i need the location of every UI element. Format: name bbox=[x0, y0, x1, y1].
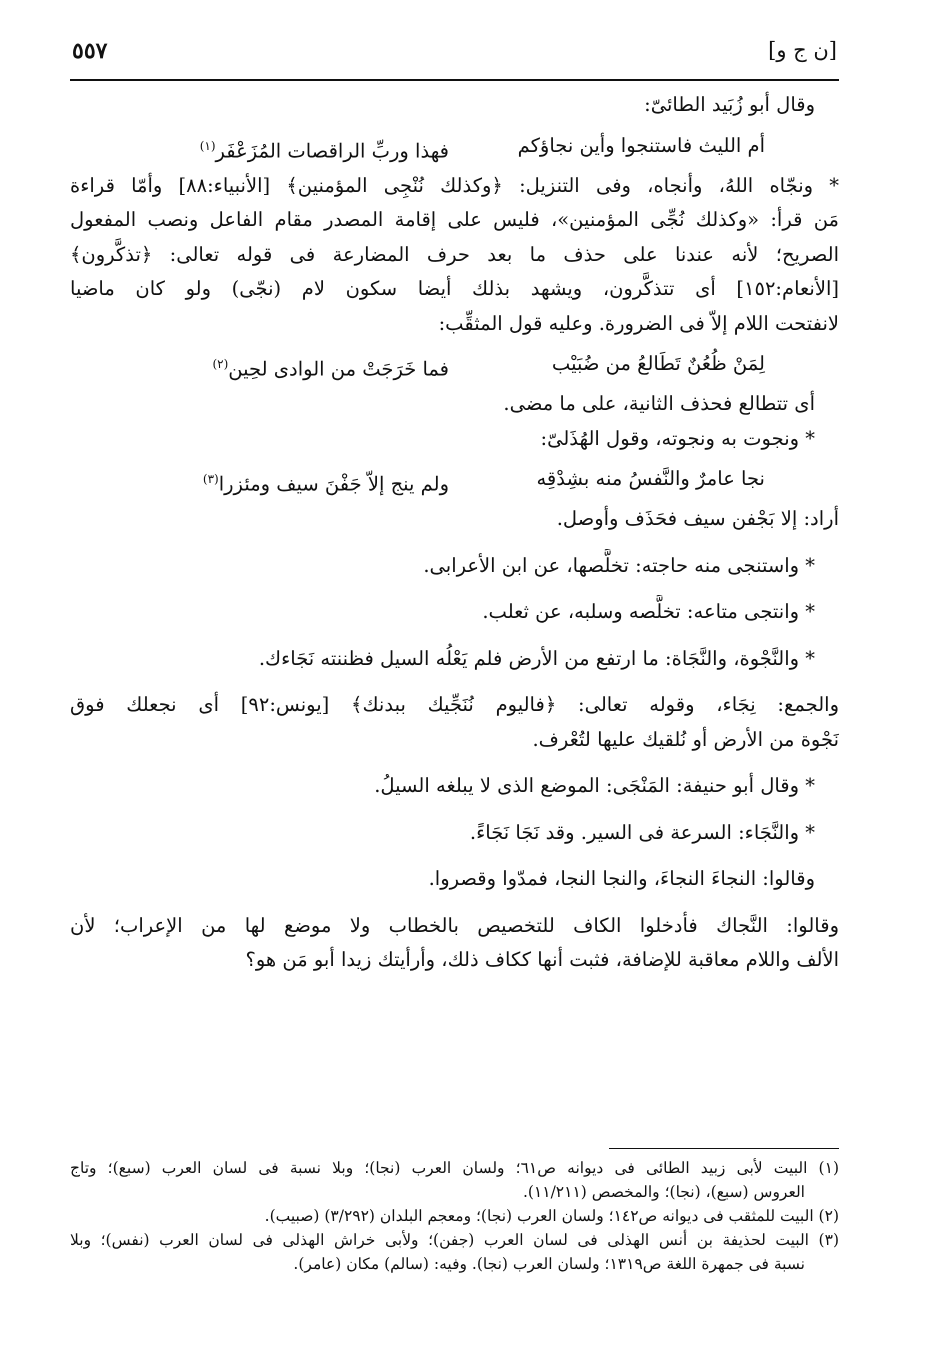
footnote-line: العروس (سبع)، (نجا)؛ والمخصص (١١/٢١١). bbox=[522, 1183, 805, 1201]
text-line: أراد: إلا بَجْفن سيف فحَذَف وأوصل. bbox=[556, 507, 839, 530]
verse-hemistich-second: فهذا وربِّ الراقصات المُزَعْفَر$^{(١)}$ bbox=[199, 138, 449, 162]
text-line: مَن قرأ: «وكذلك نُجِّى المؤمنين»، فليس على إقامة المصدر مقام الفاعل ونصب المفعول bbox=[70, 208, 839, 231]
text-line: * وانتجى متاعه: تخلَّصه وسلبه، عن ثعلب. bbox=[482, 600, 815, 623]
text-line: الألف واللام معاقبة للإضافة، فثبت أنها ككاف ذلك، وأرأيتك زيدا أبو مَن هو؟ bbox=[245, 948, 839, 971]
text-line: * واستنجى منه حاجته: تخلَّصها، عن ابن الأعرابى. bbox=[423, 553, 815, 577]
text-line: أى تتطالع فحذف الثانية، على ما مضى. bbox=[503, 392, 815, 415]
text-line: [الأنعام:١٥٢] أى تتذكَّرون، ويشهد بذلك أيضا سكون لام (نجّى) ولو كان ماضيا bbox=[70, 277, 839, 300]
page-header bbox=[72, 38, 837, 68]
text-line: * والنَّجْوة، والنَّجَاة: ما ارتفع من الأرض فلم يَعْلُه السيل فظننته نَجَاءك. bbox=[258, 646, 815, 670]
header-rule bbox=[70, 79, 839, 81]
footnote-line: (١) البيت لأبى زبيد الطائى فى ديوانه ص٦١؛ ولسان العرب (نجا)؛ وبلا نسبة فى لسان العرب (سبع)؛ وتاج bbox=[70, 1159, 839, 1177]
text-line: لانفتحت اللام إلاّ فى الضرورة. وعليه قول المثقِّب: bbox=[438, 311, 839, 335]
footnote-ref: (١) bbox=[199, 138, 216, 153]
verse-hemistich-second: فما خَرَجَتْ من الوادى لحِين$^{(٢)}$ bbox=[212, 357, 449, 381]
text-line: والجمع: نِجَاء، وقوله تعالى: ﴿فاليوم نُنَجِّيك ببدنك﴾ [يونس:٩٢] أى نجعلك فوق bbox=[70, 693, 839, 716]
verse-hemistich-first: نجا عامرٌ والنَّفسُ منه بشِدْقِه bbox=[536, 467, 765, 490]
footnote-line: (٢) البيت للمثقب فى ديوانه ص١٤٢؛ ولسان العرب (نجا)؛ ومعجم البلدان (٣/٢٩٢) (صبيب). bbox=[264, 1207, 839, 1225]
footnote-line: (٣) البيت لحذيفة بن أنس الهذلى فى لسان العرب (جفن)؛ ولأبى خراش الهذلى فى لسان العرب (نفس)؛ وبلا bbox=[70, 1231, 839, 1249]
text-line: * ونجوت به ونجوته، وقول الهُذَلىّ: bbox=[540, 426, 815, 450]
verse-hemistich-first: أم الليث فاستنجوا وأين نجاؤكم bbox=[517, 133, 765, 157]
verse-hemistich-second: ولم ينج إلاّ جَفْنَ سيف ومئزرا$^{(٣)}$ bbox=[202, 472, 449, 496]
text-line: * وقال أبو حنيفة: المَنْجَى: الموضع الذى لا يبلغه السيلُ. bbox=[374, 774, 815, 797]
text-line: * والنَّجَاء: السرعة فى السير. وقد نَجَا نَجَاءً. bbox=[469, 820, 815, 844]
verse-3 bbox=[70, 456, 839, 502]
footnote-ref: (٣) bbox=[202, 472, 219, 486]
text-line: الصريح؛ لأنه عندنا على حذف ما بعد حرف المضارعة فى قوله تعالى: ﴿تذكَّرون﴾ bbox=[70, 242, 839, 266]
text-line: وقال أبو زُبَيد الطائىّ: bbox=[644, 93, 815, 116]
text-line: نَجْوة من الأرض أو نُلقيك عليها لتُعْرف. bbox=[532, 727, 839, 751]
main-text bbox=[70, 88, 839, 978]
footnote-line: نسبة فى جمهرة اللغة ص١٣١٩؛ ولسان العرب (نجا). وفيه: (سالم) مكان (عامر). bbox=[293, 1255, 805, 1273]
verse-hemistich-first: لِمَنْ ظُعُنٌ تَطَالعُ من ضُبَيْب bbox=[551, 352, 765, 375]
verse-1 bbox=[70, 123, 839, 169]
text-line: وقالوا: النَّجاك فأدخلوا الكاف للتخصيص بالخطاب ولا موضع لها من الإعراب؛ لأن bbox=[70, 913, 839, 937]
footnote-ref: (٢) bbox=[212, 357, 229, 371]
text-line: وقالوا: النجاءَ النجاءَ، والنجا النجا، فمدّوا وقصروا. bbox=[428, 867, 815, 890]
verse-2 bbox=[70, 341, 839, 387]
running-head: [ن ج و] bbox=[768, 38, 837, 62]
page-number: ٥٥٧ bbox=[72, 38, 108, 64]
footnote-rule bbox=[609, 1148, 839, 1149]
footnotes bbox=[70, 1156, 839, 1276]
text-line: * ونجّاه اللهُ، وأنجاه، وفى التنزيل: ﴿وكذلك نُنْجِى المؤمنين﴾ [الأنبياء:٨٨] وأمّا قراءة bbox=[70, 173, 839, 197]
